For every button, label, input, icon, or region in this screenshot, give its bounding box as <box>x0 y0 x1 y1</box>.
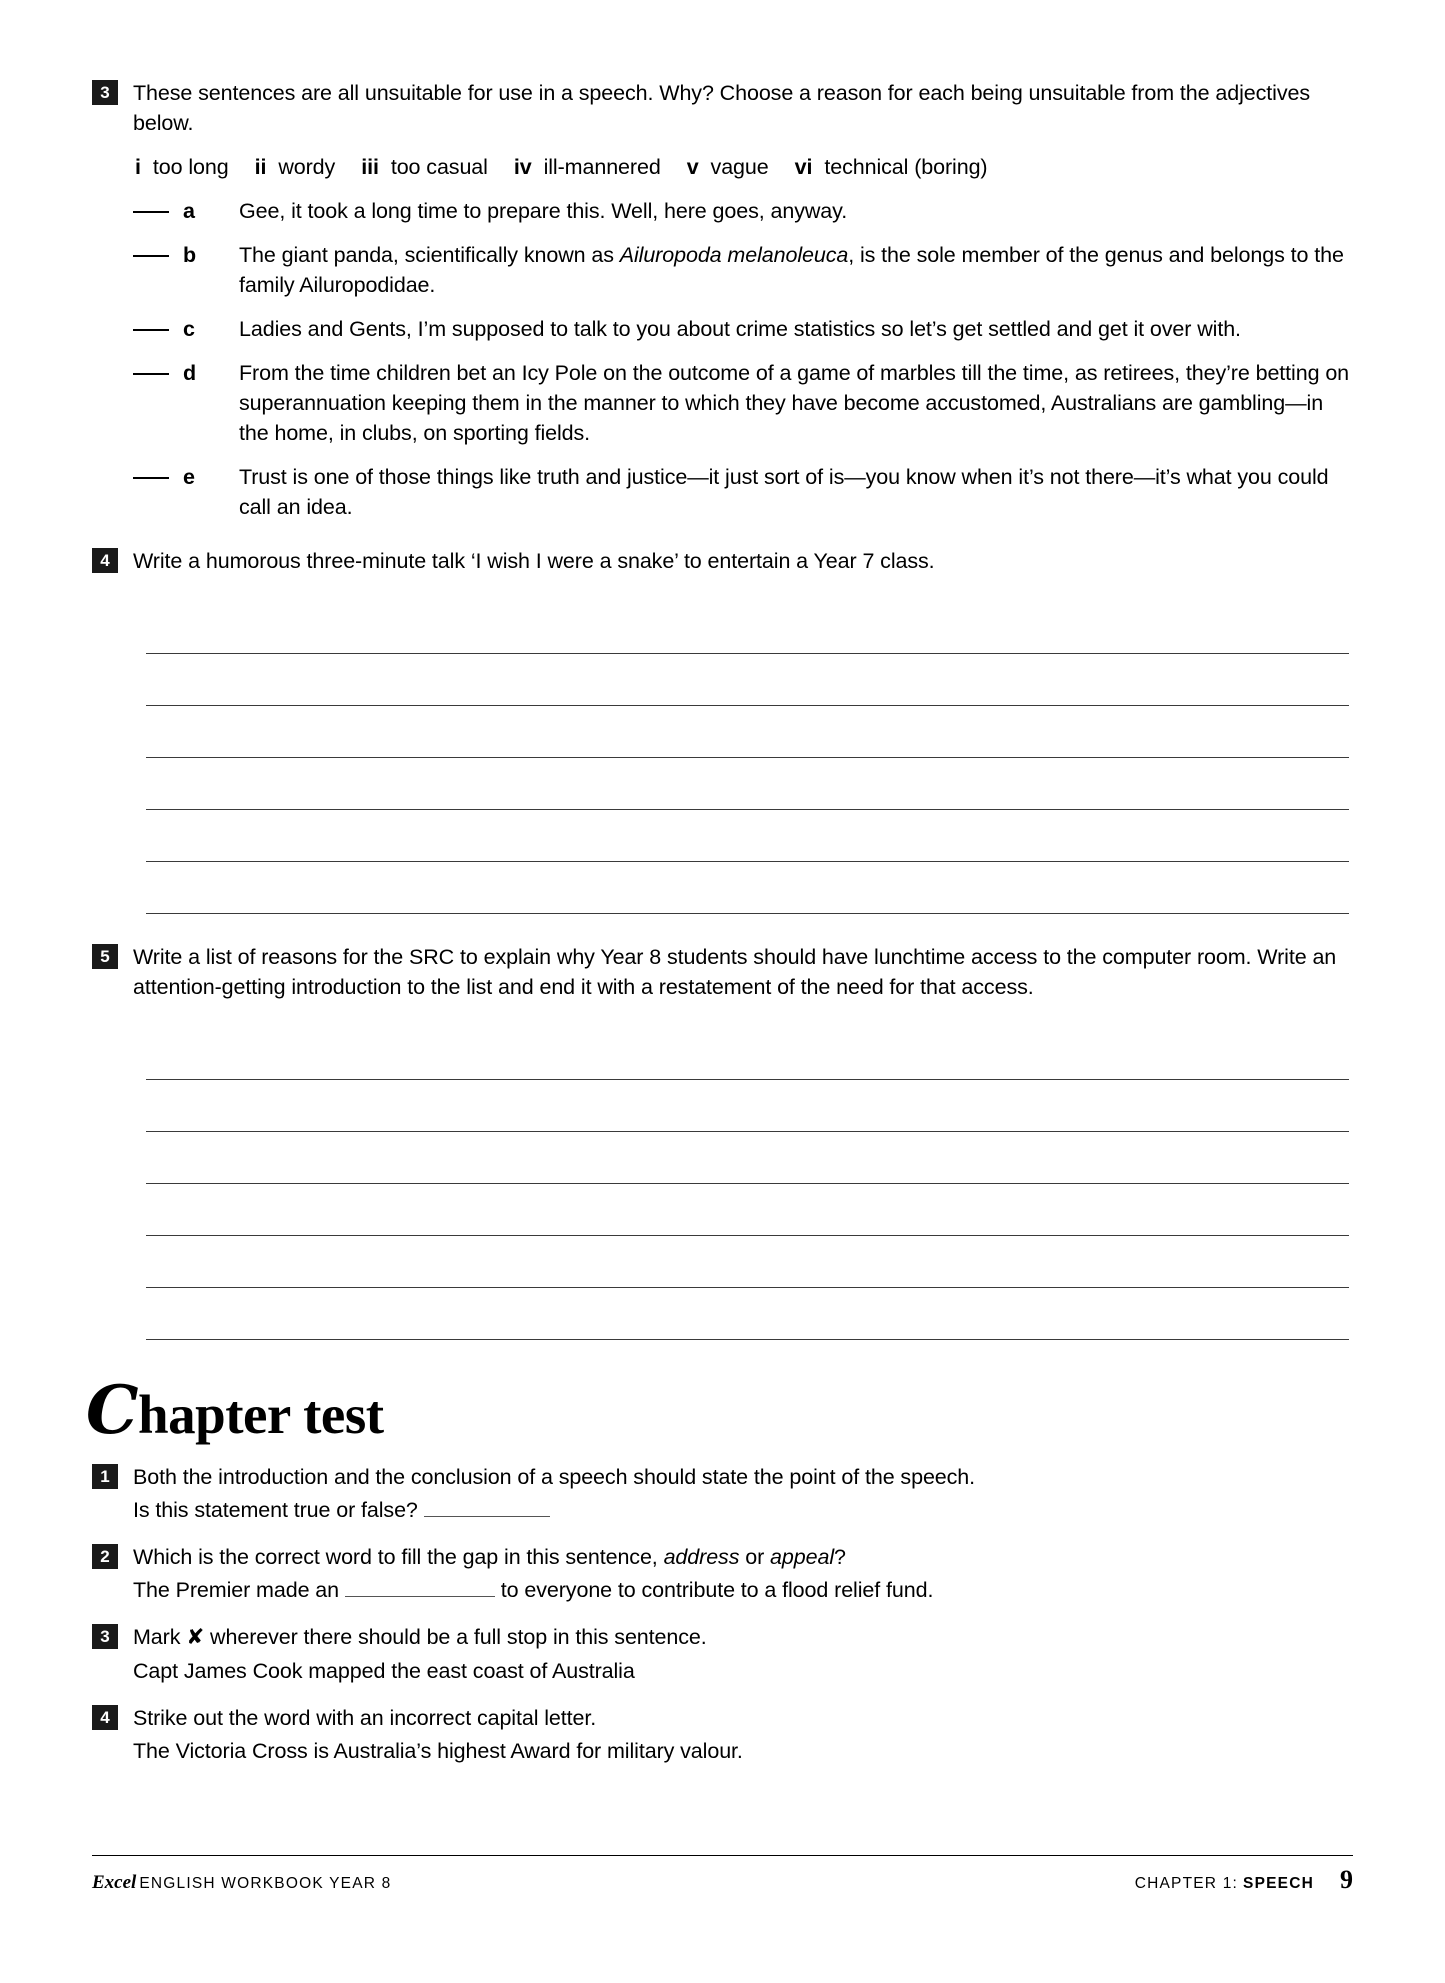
question-4-answer-lines[interactable] <box>146 602 1349 914</box>
ct2-italic-address: address <box>663 1545 740 1569</box>
adjective-label-vi: technical (boring) <box>824 155 988 179</box>
answer-blank-gap-word[interactable] <box>345 1596 495 1597</box>
sub-text-a: Gee, it took a long time to prepare this. Well, here goes, anyway. <box>239 199 848 223</box>
sub-letter-e: e <box>183 465 195 489</box>
writing-line[interactable] <box>146 1028 1349 1080</box>
answer-blank-b[interactable] <box>133 255 169 257</box>
chapter-test-number-3: 3 <box>92 1624 118 1649</box>
chapter-test-number-2: 2 <box>92 1544 118 1569</box>
chapter-test-item-4-body <box>133 1703 1353 1766</box>
answer-blank-true-false[interactable] <box>424 1516 550 1517</box>
chapter-test-item-3 <box>92 1622 1353 1686</box>
sub-letter-a: a <box>183 199 195 223</box>
sub-item-d <box>133 358 1353 448</box>
chapter-test-heading <box>86 1371 1353 1449</box>
ct2-line2-before: The Premier made an <box>133 1578 345 1602</box>
chapter-test-item-4 <box>92 1703 1353 1766</box>
sub-text-e: Trust is one of those things like truth and justice—it just sort of is—you know when it’s not there—it’s what you could call an idea. <box>239 465 1329 519</box>
adjective-option-v <box>687 152 769 182</box>
footer-chapter-label: CHAPTER 1: <box>1134 1875 1239 1892</box>
answer-blank-d[interactable] <box>133 373 169 375</box>
writing-line[interactable] <box>146 862 1349 914</box>
writing-line[interactable] <box>146 1132 1349 1184</box>
question-3-prompt: These sentences are all unsuitable for use in a speech. Why? Choose a reason for each being unsuitable from the adjectives below. <box>133 81 1310 135</box>
footer-row <box>92 1865 1353 1895</box>
question-5 <box>92 942 1353 1002</box>
cross-mark-icon: ✘ <box>186 1625 205 1650</box>
answer-blank-e[interactable] <box>133 477 169 479</box>
page-footer <box>92 1855 1353 1895</box>
sub-text-d: From the time children bet an Icy Pole on the outcome of a game of marbles till the time, as retirees, they’re betting on superannuation keeping them in the manner to which they have become accustomed, Australians are gambling—in the home, in clubs, on sporting fields. <box>239 361 1350 445</box>
chapter-test-item-2-line2 <box>133 1575 1353 1605</box>
sub-letter-c: c <box>183 317 195 341</box>
question-number-4: 4 <box>92 548 118 573</box>
chapter-test-item-2 <box>92 1542 1353 1605</box>
ct2-part2: ? <box>834 1545 846 1569</box>
question-5-body <box>133 942 1353 1002</box>
chapter-test-item-1-line2-text: Is this statement true or false? <box>133 1498 424 1522</box>
question-3 <box>92 78 1353 522</box>
sub-item-b <box>133 240 1353 300</box>
sub-text-c: Ladies and Gents, I’m supposed to talk to you about crime statistics so let’s get settled and get it over with. <box>239 317 1241 341</box>
chapter-test-number-1: 1 <box>92 1464 118 1489</box>
sub-item-e <box>133 462 1353 522</box>
question-3-body <box>133 78 1353 522</box>
chapter-test-item-1-line2 <box>133 1495 1353 1525</box>
adjective-option-iv <box>514 152 661 182</box>
answer-blank-a[interactable] <box>133 211 169 213</box>
adjective-label-iv: ill-mannered <box>543 155 661 179</box>
sub-text-b-italic: Ailuropoda melanoleuca <box>619 243 849 267</box>
sub-letter-b: b <box>183 243 197 267</box>
footer-chapter-name: SPEECH <box>1243 1875 1314 1892</box>
chapter-test-item-1-body <box>133 1462 1353 1525</box>
chapter-test-item-3-sentence[interactable]: Capt James Cook mapped the east coast of Australia <box>133 1659 635 1683</box>
chapter-test-item-3-row <box>92 1622 1353 1686</box>
writing-line[interactable] <box>146 758 1349 810</box>
chapter-test-heading-rest: hapter test <box>138 1384 384 1445</box>
question-4 <box>92 546 1353 576</box>
question-number-3: 3 <box>92 80 118 105</box>
roman-numeral-iv: iv <box>513 155 532 179</box>
chapter-test-item-3-body <box>133 1622 1353 1686</box>
question-5-answer-lines[interactable] <box>146 1028 1349 1340</box>
chapter-test-item-2-body <box>133 1542 1353 1605</box>
chapter-test-item-4-row <box>92 1703 1353 1766</box>
footer-book-title: ENGLISH WORKBOOK YEAR 8 <box>139 1875 392 1892</box>
ct2-line2-after: to everyone to contribute to a flood relief fund. <box>494 1578 934 1602</box>
writing-line[interactable] <box>146 602 1349 654</box>
writing-line[interactable] <box>146 654 1349 706</box>
chapter-test-item-1-row <box>92 1462 1353 1525</box>
adjective-label-iii: too casual <box>390 155 488 179</box>
question-4-prompt: Write a humorous three-minute talk ‘I wish I were a snake’ to entertain a Year 7 class. <box>133 549 935 573</box>
writing-line[interactable] <box>146 1080 1349 1132</box>
sub-text-b-part1: The giant panda, scientifically known as <box>239 243 620 267</box>
question-number-5: 5 <box>92 944 118 969</box>
writing-line[interactable] <box>146 706 1349 758</box>
writing-line[interactable] <box>146 1236 1349 1288</box>
chapter-test-item-1 <box>92 1462 1353 1525</box>
roman-numeral-iii: iii <box>361 155 379 179</box>
writing-line[interactable] <box>146 1184 1349 1236</box>
roman-numeral-v: v <box>686 155 699 179</box>
question-4-body <box>133 546 1353 576</box>
chapter-test-item-2-row <box>92 1542 1353 1605</box>
sub-item-c <box>133 314 1353 344</box>
footer-divider <box>92 1855 1353 1856</box>
adjective-label-ii: wordy <box>278 155 336 179</box>
chapter-test-item-1-line1: Both the introduction and the conclusion of a speech should state the point of the speech. <box>133 1465 976 1489</box>
sub-item-a <box>133 196 1353 226</box>
adjective-option-vi <box>795 152 988 182</box>
chapter-test-item-4-sentence[interactable]: The Victoria Cross is Australia’s highest Award for military valour. <box>133 1739 743 1763</box>
adjective-label-v: vague <box>710 155 769 179</box>
chapter-test-drop-cap: C <box>86 1371 139 1449</box>
writing-line[interactable] <box>146 1288 1349 1340</box>
brand-logo: Excel <box>92 1872 137 1893</box>
chapter-test-item-4-line1: Strike out the word with an incorrect capital letter. <box>133 1706 597 1730</box>
answer-blank-c[interactable] <box>133 329 169 331</box>
roman-numeral-vi: vi <box>794 155 813 179</box>
adjective-option-i <box>135 152 229 182</box>
ct2-italic-appeal: appeal <box>770 1545 834 1569</box>
ct3-before: Mark <box>133 1625 187 1649</box>
roman-numeral-ii: ii <box>254 155 267 179</box>
adjective-option-iii <box>361 152 488 182</box>
chapter-test-item-2-line1 <box>133 1542 1353 1572</box>
roman-numeral-i: i <box>135 155 141 179</box>
adjective-label-i: too long <box>152 155 229 179</box>
question-5-prompt: Write a list of reasons for the SRC to explain why Year 8 students should have lunchtime access to the computer room. Write an attention-getting introduction to the list and end it with a restatement of the need for that access. <box>133 945 1337 999</box>
ct3-after: wherever there should be a full stop in this sentence. <box>204 1625 707 1649</box>
ct2-part1: Which is the correct word to fill the gap in this sentence, <box>133 1545 664 1569</box>
sub-text-b-part2: , is the sole member of the genus and belongs to the family Ailuropodidae. <box>239 243 1344 297</box>
sub-letter-d: d <box>183 361 197 385</box>
footer-chapter-info <box>1135 1865 1353 1895</box>
chapter-test-item-3-line1 <box>133 1622 1353 1653</box>
sub-text-b <box>239 240 1353 300</box>
page-number: 9 <box>1340 1865 1353 1894</box>
footer-book-info <box>92 1872 391 1894</box>
chapter-test-number-4: 4 <box>92 1705 118 1730</box>
ct2-mid: or <box>739 1545 771 1569</box>
adjective-option-ii <box>255 152 336 182</box>
adjective-options <box>135 152 1353 182</box>
writing-line[interactable] <box>146 810 1349 862</box>
